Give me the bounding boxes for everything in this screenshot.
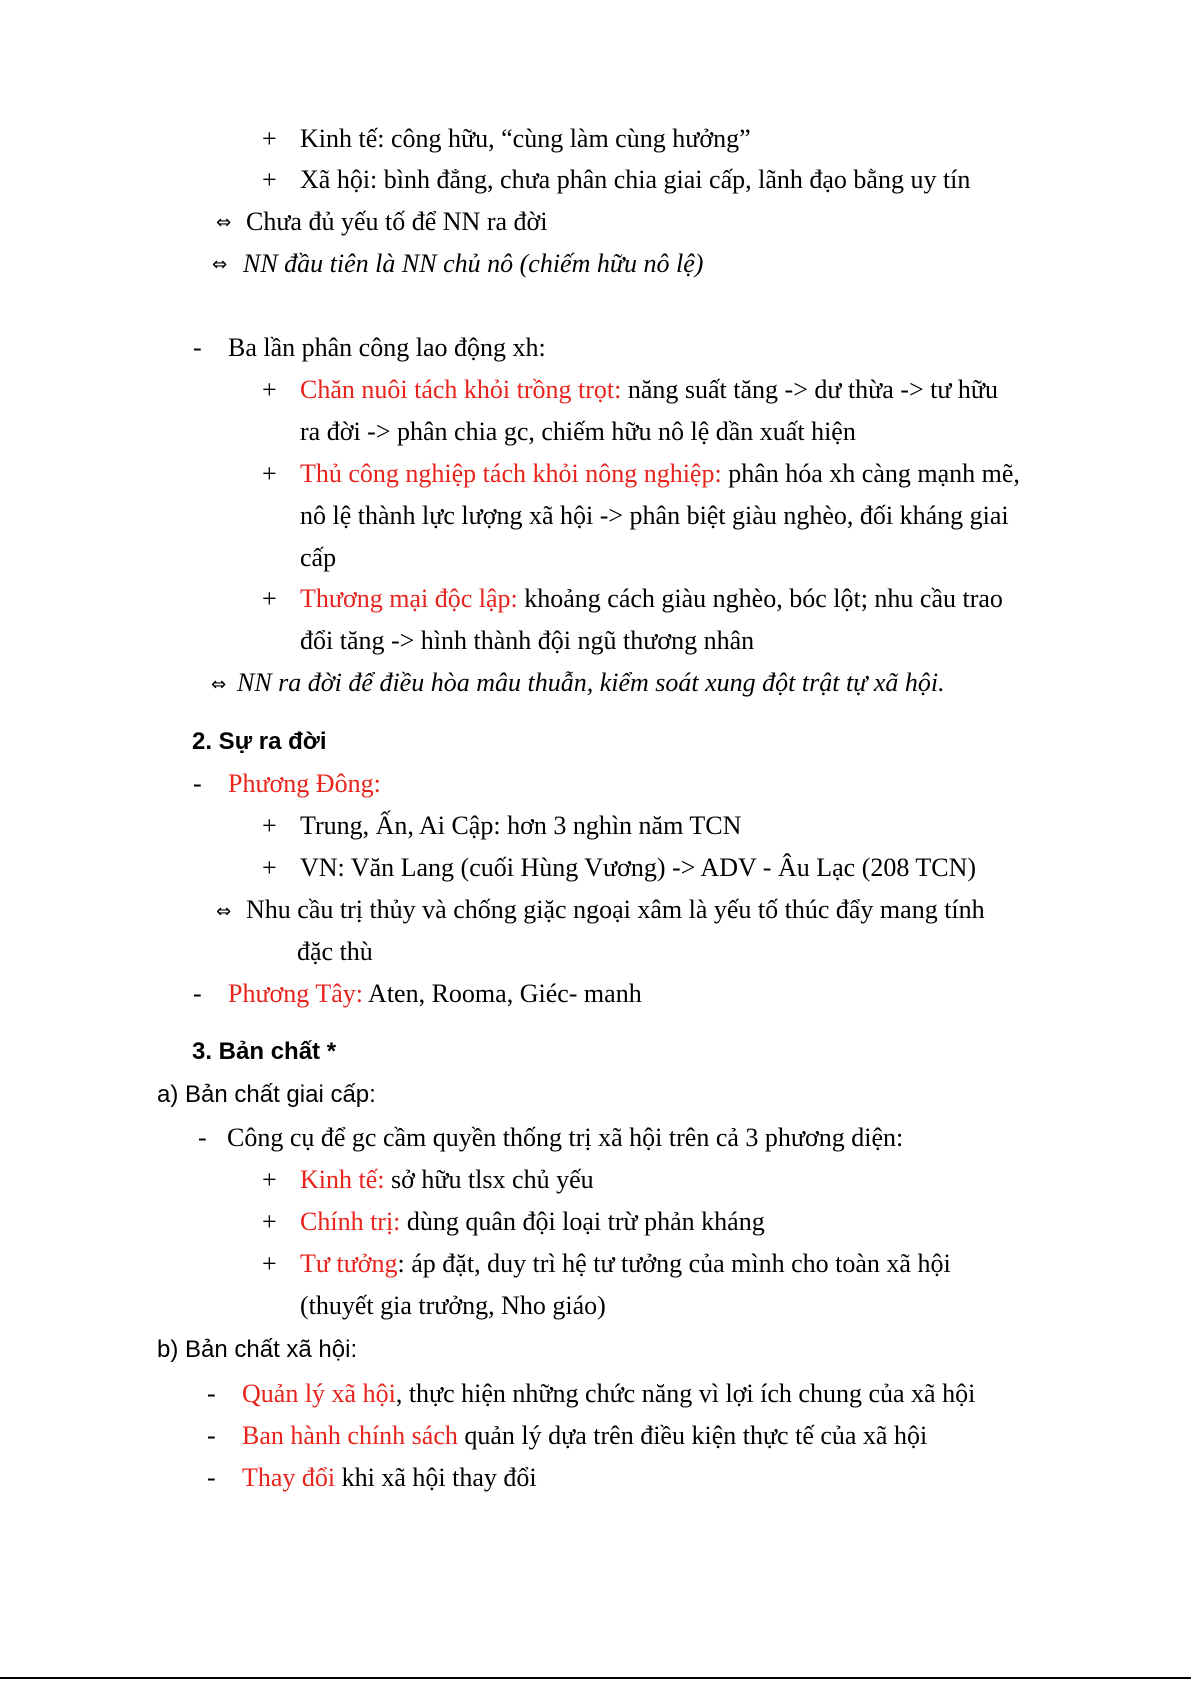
- labor-item-3: [300, 582, 1003, 616]
- iff-arrow-icon: ⇔: [211, 674, 227, 695]
- dash-marker: -: [207, 1421, 216, 1450]
- labor-title: Ba lần phân công lao động xh:: [228, 333, 546, 362]
- iff-arrow-icon: ⇔: [216, 212, 232, 233]
- class-economy-rest: sở hữu tlsx chủ yếu: [384, 1165, 594, 1194]
- labor-item-3-red: Thương mại độc lập:: [300, 584, 518, 613]
- plus-marker: +: [262, 1249, 277, 1278]
- iff-arrow-icon: ⇔: [216, 901, 232, 922]
- class-politics-red: Chính trị:: [300, 1207, 401, 1236]
- social-item-3: [242, 1461, 537, 1495]
- social-item-2: [242, 1419, 927, 1453]
- class-ideology-cont: (thuyết gia trưởng, Nho giáo): [300, 1291, 606, 1320]
- class-ideology-red: Tư tưởng: [300, 1249, 398, 1278]
- dash-marker: -: [193, 333, 202, 362]
- dash-marker: -: [198, 1123, 207, 1152]
- plus-marker: +: [262, 459, 277, 488]
- plus-marker: +: [262, 124, 277, 153]
- east-bullet-2: VN: Văn Lang (cuối Hùng Vương) -> ADV - Âu Lạc (208 TCN): [300, 853, 977, 882]
- labor-item-2-cont1: nô lệ thành lực lượng xã hội -> phân biệt giàu nghèo, đối kháng giai: [300, 501, 1009, 530]
- labor-item-2-cont2: cấp: [300, 543, 337, 572]
- class-economy-red: Kinh tế:: [300, 1165, 385, 1194]
- east-bullet-1: Trung, Ấn, Ai Cập: hơn 3 nghìn năm TCN: [300, 811, 742, 840]
- intro-conclusion-2: NN đầu tiên là NN chủ nô (chiếm hữu nô lệ): [243, 249, 704, 278]
- plus-marker: +: [262, 375, 277, 404]
- east-label: Phương Đông:: [228, 769, 381, 798]
- west-line: [228, 977, 642, 1011]
- intro-bullet-economy: Kinh tế: công hữu, “cùng làm cùng hưởng”: [300, 124, 751, 153]
- social-item-2-red: Ban hành chính sách: [242, 1421, 458, 1450]
- social-item-3-red: Thay đổi: [242, 1463, 336, 1492]
- social-item-1-rest: , thực hiện những chức năng vì lợi ích chung của xã hội: [395, 1379, 976, 1408]
- west-rest: Aten, Rooma, Giéc- manh: [362, 979, 642, 1008]
- plus-marker: +: [262, 584, 277, 613]
- plus-marker: +: [262, 853, 277, 882]
- west-label: Phương Tây:: [228, 979, 363, 1008]
- class-nature-intro: Công cụ để gc cầm quyền thống trị xã hội trên cả 3 phương diện:: [227, 1123, 904, 1152]
- labor-conclusion: NN ra đời để điều hòa mâu thuẫn, kiểm soát xung đột trật tự xã hội.: [237, 668, 945, 697]
- social-item-1: [242, 1377, 975, 1411]
- intro-conclusion-1: Chưa đủ yếu tố để NN ra đời: [246, 207, 548, 236]
- social-item-1-red: Quản lý xã hội: [242, 1379, 396, 1408]
- class-economy: [300, 1163, 594, 1197]
- class-politics: [300, 1205, 765, 1239]
- dash-marker: -: [207, 1379, 216, 1408]
- class-ideology: [300, 1247, 951, 1281]
- page-bottom-rule: [0, 1677, 1191, 1679]
- class-ideology-rest: : áp đặt, duy trì hệ tư tưởng của mình cho toàn xã hội: [397, 1249, 951, 1278]
- labor-item-2-rest: phân hóa xh càng mạnh mẽ,: [721, 459, 1020, 488]
- class-politics-rest: dùng quân đội loại trừ phản kháng: [400, 1207, 765, 1236]
- section-3-heading: 3. Bản chất *: [192, 1038, 337, 1065]
- iff-arrow-icon: ⇔: [212, 254, 228, 275]
- dash-marker: -: [193, 769, 202, 798]
- labor-item-1-cont: ra đời -> phân chia gc, chiếm hữu nô lệ dần xuất hiện: [300, 417, 856, 446]
- social-item-3-rest: khi xã hội thay đổi: [335, 1463, 537, 1492]
- labor-item-3-cont: đổi tăng -> hình thành đội ngũ thương nhân: [300, 626, 755, 655]
- dash-marker: -: [193, 979, 202, 1008]
- labor-item-2: [300, 457, 1020, 491]
- dash-marker: -: [207, 1463, 216, 1492]
- plus-marker: +: [262, 1207, 277, 1236]
- east-conclusion-2: đặc thù: [297, 937, 373, 966]
- subsection-a-heading: a) Bản chất giai cấp:: [157, 1081, 376, 1108]
- subsection-b-heading: b) Bản chất xã hội:: [157, 1336, 358, 1363]
- east-conclusion-1: Nhu cầu trị thủy và chống giặc ngoại xâm là yếu tố thúc đẩy mang tính: [246, 895, 985, 924]
- labor-item-3-rest: khoảng cách giàu nghèo, bóc lột; nhu cầu trao: [517, 584, 1003, 613]
- labor-item-1-red: Chăn nuôi tách khỏi trồng trọt:: [300, 375, 622, 404]
- plus-marker: +: [262, 165, 277, 194]
- plus-marker: +: [262, 811, 277, 840]
- labor-item-2-red: Thủ công nghiệp tách khỏi nông nghiệp:: [300, 459, 722, 488]
- intro-bullet-society: Xã hội: bình đẳng, chưa phân chia giai cấp, lãnh đạo bằng uy tín: [300, 165, 971, 194]
- labor-item-1: [300, 373, 998, 407]
- labor-item-1-rest: năng suất tăng -> dư thừa -> tư hữu: [621, 375, 999, 404]
- plus-marker: +: [262, 1165, 277, 1194]
- section-2-heading: 2. Sự ra đời: [192, 728, 327, 755]
- social-item-2-rest: quản lý dựa trên điều kiện thực tế của xã hội: [457, 1421, 928, 1450]
